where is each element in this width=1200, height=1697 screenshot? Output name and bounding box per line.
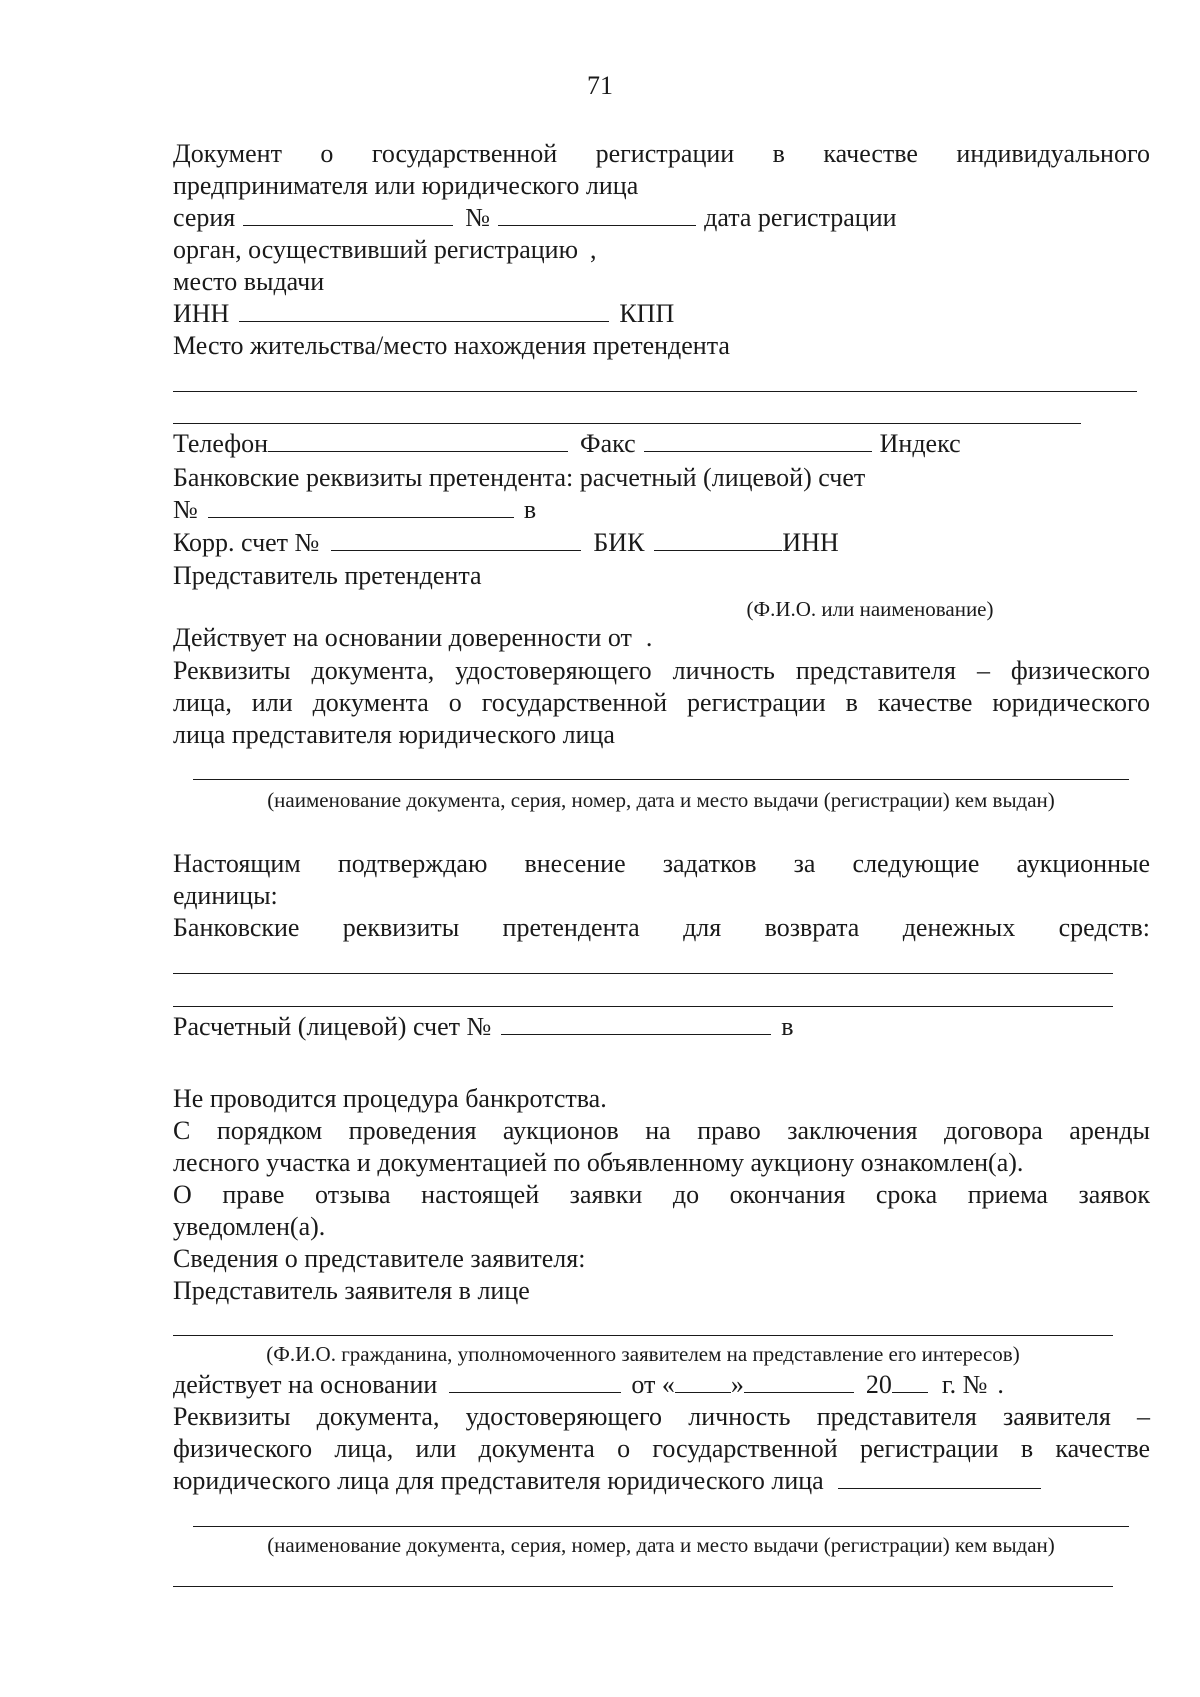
year-field[interactable] (892, 1370, 928, 1393)
reg-doc-line-2-label: предпринимателя или юридического лица (173, 171, 639, 200)
inn-kpp-row (173, 298, 1150, 330)
applicant-docs-line-2: физического лица, или документа о государственной регистрации в качестве (173, 1434, 1150, 1463)
spacer (897, 204, 917, 226)
spacer (961, 430, 969, 452)
bank-account-field[interactable] (208, 495, 514, 518)
spacer (928, 1371, 942, 1393)
deposit-units-label: единицы: (173, 881, 278, 910)
bank-inn-label: ИНН (782, 528, 839, 557)
fax-label: Факс (580, 429, 636, 458)
applicant-docs-line-1: Реквизиты документа, удостоверяющего личность представителя заявителя – (173, 1402, 1150, 1431)
corr-label: Корр. счет № (173, 528, 320, 557)
statement-withdraw-1: О праве отзыва настоящей заявки до окончания срока приема заявок (173, 1180, 1150, 1209)
rep-docs-line-3: лица представителя юридического лица (173, 720, 615, 749)
poa-label: Действует на основании доверенности от (173, 623, 632, 652)
corr-row (173, 527, 1150, 559)
spacer (437, 1371, 449, 1393)
spacer (229, 300, 239, 322)
index-label: Индекс (879, 429, 961, 458)
contacts-row (173, 428, 1150, 460)
spacer (334, 268, 356, 290)
poa-period: . (645, 623, 653, 652)
deposit-line-2 (173, 880, 1150, 912)
corr-field[interactable] (331, 528, 581, 551)
rep-docs-caption: (наименование документа, серия, номер, дата и место выдачи (регистрации) кем выдан) (267, 788, 1055, 812)
residence-field-1[interactable] (173, 391, 1137, 392)
spacer (644, 529, 654, 551)
spacer (632, 624, 646, 646)
spacer (969, 430, 981, 452)
spacer (536, 496, 546, 518)
bank-number-label: № (173, 495, 198, 524)
spacer (482, 562, 494, 584)
spacer (839, 529, 849, 551)
page-number: 71 (587, 71, 613, 100)
refund-account-row (173, 1011, 1150, 1043)
acts-period: . (997, 1370, 1004, 1399)
g-no-label: г. № (941, 1370, 988, 1399)
bank-in-label: в (523, 495, 537, 524)
spacer (319, 529, 331, 551)
rep-docs-line-1: Реквизиты документа, удостоверяющего личность представителя – физического (173, 656, 1150, 685)
applicant-docs-field[interactable] (838, 1466, 1041, 1489)
applicant-rep-caption: (Ф.И.О. гражданина, уполномоченного заявителем на представление его интересов) (266, 1342, 1020, 1366)
spacer (771, 1013, 781, 1035)
acts-basis-field[interactable] (449, 1370, 621, 1393)
applicant-docs-line-3-label: юридического лица для представителя юридического лица (173, 1466, 824, 1495)
number-label: № (465, 203, 491, 232)
bik-field[interactable] (654, 528, 782, 551)
statement-procedure-2: лесного участка и документацией по объявленному аукциону ознакомлен(а). (173, 1148, 1024, 1177)
spacer (872, 430, 880, 452)
spacer (453, 204, 465, 226)
refund-account-field[interactable] (501, 1012, 771, 1035)
statement-withdraw-2: уведомлен(а). (173, 1212, 326, 1241)
phone-field[interactable] (268, 429, 568, 452)
statement-bankruptcy: Не проводится процедура банкротства. (173, 1084, 607, 1113)
applicant-rep-row (173, 1275, 1150, 1307)
applicant-docs-field-2[interactable] (193, 1526, 1129, 1527)
applicant-rep-label: Представитель заявителя в лице (173, 1276, 530, 1305)
reg-organ-label: орган, осуществивший регистрацию (173, 235, 579, 264)
phone-label: Телефон (173, 429, 269, 458)
day-field[interactable] (675, 1370, 731, 1393)
issue-place-row (173, 266, 1150, 298)
acts-basis-label: действует на основании (173, 1370, 438, 1399)
spacer (324, 268, 334, 290)
rep-docs-line-2: лица, или документа о государственной регистрации в качестве юридического (173, 688, 1150, 717)
spacer (652, 624, 672, 646)
spacer (491, 1013, 501, 1035)
fax-field[interactable] (644, 429, 872, 452)
spacer (621, 1371, 631, 1393)
spacer (530, 1277, 542, 1299)
spacer (568, 430, 580, 452)
statement-rep-info: Сведения о представителе заявителя: (173, 1244, 586, 1273)
residence-field-2[interactable] (173, 423, 1081, 424)
reg-doc-line-1: Документ о государственной регистрации в качестве индивидуального (173, 139, 1150, 168)
deposit-line-1: Настоящим подтверждаю внесение задатков за следующие аукционные (173, 849, 1150, 878)
series-row (173, 202, 1150, 234)
spacer (849, 529, 865, 551)
bik-label: БИК (593, 528, 645, 557)
spacer (824, 1467, 838, 1489)
spacer (1004, 1371, 1016, 1393)
quote-close: » (730, 1370, 744, 1399)
spacer (514, 496, 524, 518)
bank-account-row (173, 494, 1150, 526)
inn-label: ИНН (173, 299, 230, 328)
year-prefix: 20 (865, 1370, 892, 1399)
spacer (278, 882, 308, 904)
spacer (597, 236, 627, 258)
spacer (636, 430, 644, 452)
spacer (546, 496, 566, 518)
rep-docs-field[interactable] (193, 779, 1129, 780)
spacer (542, 1277, 578, 1299)
applicant-docs-caption: (наименование документа, серия, номер, дата и место выдачи (регистрации) кем выдан) (267, 1533, 1055, 1557)
reg-date-label: дата регистрации (704, 203, 897, 232)
refund-label: Банковские реквизиты претендента для возврата денежных средств: (173, 913, 1150, 942)
issue-place-label: место выдачи (173, 267, 325, 296)
series-field[interactable] (243, 203, 453, 226)
kpp-label: КПП (619, 299, 675, 328)
representative-label: Представитель претендента (173, 561, 482, 590)
number-field[interactable] (498, 203, 696, 226)
acts-basis-row (173, 1369, 1150, 1401)
spacer (674, 300, 684, 322)
refund-in-label: в (781, 1012, 794, 1041)
bank-line-1: Банковские реквизиты претендента: расчетный (лицевой) счет (173, 463, 866, 492)
spacer (198, 496, 208, 518)
poa-row (173, 622, 1150, 654)
refund-field-1[interactable] (173, 973, 1113, 974)
spacer (578, 236, 590, 258)
spacer (987, 1371, 997, 1393)
applicant-rep-field-2[interactable] (173, 1335, 1113, 1336)
inn-field[interactable] (239, 299, 609, 322)
refund-field-2[interactable] (173, 1006, 1113, 1007)
spacer (581, 529, 593, 551)
spacer (794, 1013, 808, 1035)
spacer (854, 1371, 866, 1393)
applicant-docs-line-3 (173, 1465, 1150, 1497)
comma: , (590, 235, 597, 264)
spacer (696, 204, 704, 226)
reg-organ-row (173, 234, 1150, 266)
series-label: серия (173, 203, 236, 232)
spacer (808, 1013, 844, 1035)
spacer (648, 172, 668, 194)
reg-doc-line-2 (173, 170, 1150, 202)
spacer (638, 172, 648, 194)
spacer (684, 300, 706, 322)
spacer (490, 204, 498, 226)
month-field[interactable] (744, 1370, 854, 1393)
residence-label: Место жительства/место нахождения претендента (173, 331, 730, 360)
from-label: от « (631, 1370, 675, 1399)
spacer (235, 204, 243, 226)
representative-caption: (Ф.И.О. или наименование) (746, 597, 994, 621)
representative-row (173, 560, 1150, 592)
spacer (609, 300, 619, 322)
refund-account-label: Расчетный (лицевой) счет № (173, 1012, 492, 1041)
spacer (494, 562, 516, 584)
applicant-docs-field-3[interactable] (173, 1586, 1113, 1587)
statement-procedure-1: С порядком проведения аукционов на право заключения договора аренды (173, 1116, 1150, 1145)
